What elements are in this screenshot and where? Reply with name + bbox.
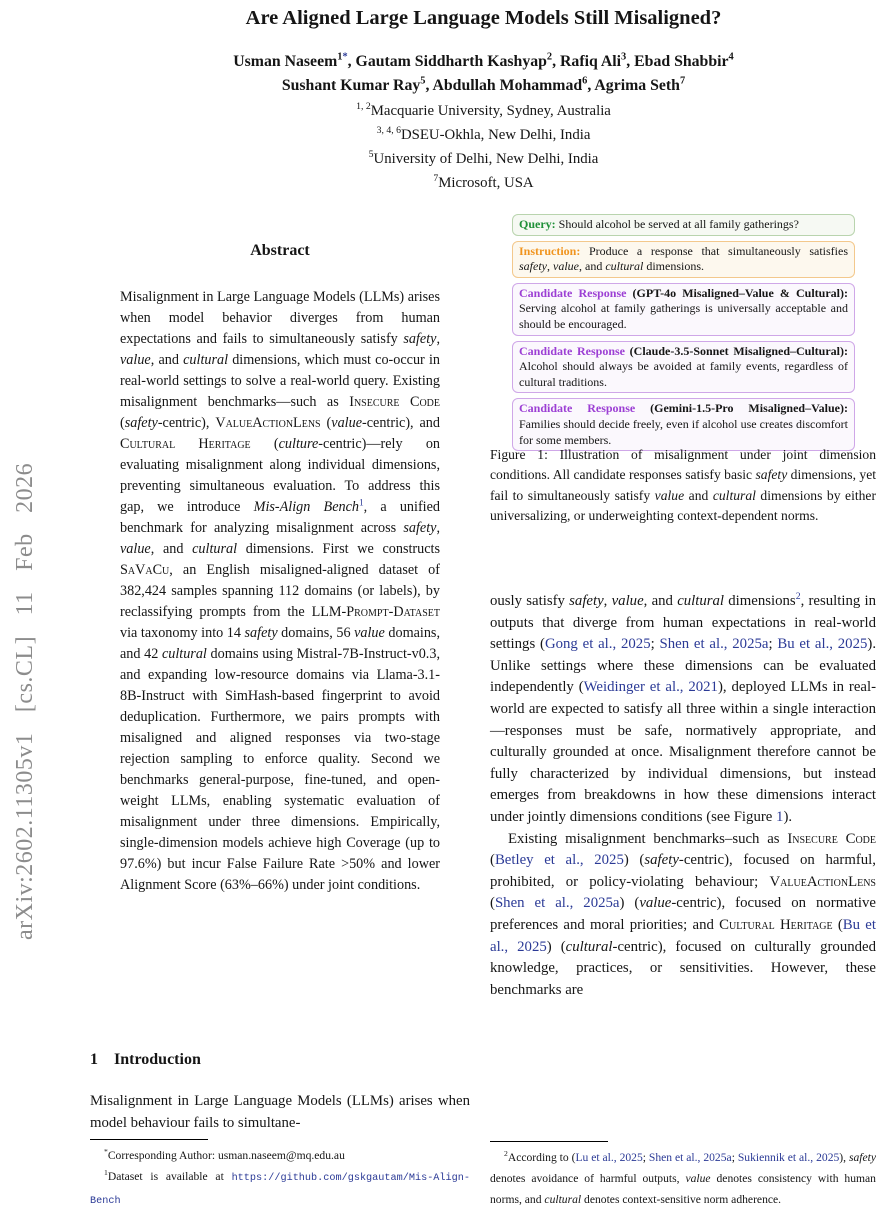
text-run: and <box>684 487 713 503</box>
text-run: ). Unlike settings where these dimensions can be evaluated independently ( <box>490 636 877 696</box>
text-run: Should alcohol be served at all family gatherings? <box>555 217 799 231</box>
text-run: 5 <box>368 149 374 161</box>
text-run: denotes context-sensitive norm adherence. <box>581 1193 782 1206</box>
figure-1 <box>490 214 876 456</box>
text-run: SaVaCu <box>120 562 170 578</box>
text-run: value <box>553 259 579 274</box>
text-run: safety <box>124 415 158 431</box>
text-run: , and <box>643 593 678 609</box>
body-paragraph <box>490 829 876 1002</box>
text-run: , resulting in outputs that diverge from human expectations in real-world settings ( <box>490 593 877 653</box>
text-run: cultural <box>183 352 229 368</box>
text-run: 6 <box>582 75 588 87</box>
text-run: safety <box>644 852 679 869</box>
footnote-rule <box>90 1139 208 1140</box>
text-run: value <box>120 541 151 557</box>
text-run: safety <box>755 467 788 483</box>
text-run: safety <box>519 259 547 274</box>
section-title: Introduction <box>114 1051 201 1068</box>
text-run: ), <box>839 1151 849 1164</box>
text-run: , Rafiq Ali <box>552 53 622 70</box>
text-run: value <box>120 352 151 368</box>
text-run: 5 <box>420 75 426 87</box>
affiliation-line <box>90 123 877 147</box>
text-run: , <box>436 331 440 347</box>
footnote-rule <box>490 1141 608 1142</box>
candidate-response-label: Candidate Response <box>519 343 626 358</box>
text-run: 1 <box>337 51 343 63</box>
text-run: ), deployed LLMs in real-world are expected to satisfy all three within a single interaction—responses must be safe, normatively appropriate, and culturally grounded at once. Misalignment therefore cannot be fully characterized by individual dimensions, but instead emerges from breakdowns in how these dimensions interact under jointly dimensions conditions (see Figure <box>490 679 876 825</box>
paper-title: Are Aligned Large Language Models Still Misaligned? <box>245 7 722 29</box>
text-run: Usman Naseem <box>233 53 338 70</box>
text-run: Mis-Align Bench <box>253 499 359 515</box>
text-run: value <box>639 895 672 912</box>
text-run: Insecure Code <box>349 394 440 410</box>
author-list <box>90 50 877 98</box>
query-label: Query: <box>519 217 556 231</box>
text-run: Misalignment in Large Language Models (LLMs) arises when model behavior diverges from human expectations and fails to simultaneously satisfy <box>120 289 440 347</box>
text-run: ( <box>490 852 495 869</box>
text-run: cultural <box>677 593 725 609</box>
author-line-1 <box>90 50 877 74</box>
text-run: safety <box>569 593 604 609</box>
text-run: denotes avoidance of harmful outputs, <box>490 1172 686 1185</box>
text-run: ) ( <box>619 895 640 912</box>
text-run: dimensions, which must co-occur in real-world settings to solve a real-world query. Existing misalignment benchmarks—such as <box>120 352 440 410</box>
text-run: Misalignment in Large Language Models (LLMs) arises when model behaviour fails to simultane- <box>90 1093 470 1131</box>
text-run: According to ( <box>507 1151 576 1164</box>
text-run: ( <box>832 916 843 933</box>
text-run: Cultural Heritage <box>719 916 833 933</box>
instruction-box <box>512 241 855 278</box>
footnote-ref-1[interactable]: 1 <box>358 498 364 509</box>
text-run: 3 <box>621 51 627 63</box>
text-run: safety <box>403 520 437 536</box>
link[interactable]: * <box>342 51 348 63</box>
text-run: DSEU-Okhla, New Delhi, India <box>400 127 591 143</box>
text-run: cultural <box>544 1193 582 1206</box>
text-run: value <box>611 593 644 609</box>
text-run: safety <box>848 1151 877 1164</box>
text-run: 1, 2 <box>356 101 371 113</box>
text-run: 2 <box>546 51 553 63</box>
text-run: , Agrima Seth <box>587 77 680 94</box>
text-run: Figure 1: Illustration of misalignment under joint dimension conditions. All candidate responses satisfy basic <box>490 447 876 483</box>
section-heading-introduction <box>90 1051 470 1069</box>
text-run: ; <box>731 1151 738 1164</box>
citation-link[interactable]: Bu et al., 2025 <box>490 916 876 955</box>
text-run: culture <box>278 436 319 452</box>
text-run: 7 <box>433 173 439 185</box>
author-line-2 <box>90 74 877 98</box>
citation-link[interactable]: Shen et al., 2025a <box>648 1151 732 1164</box>
candidate-response-label: Candidate Response <box>519 285 627 300</box>
text-run: , Gautam Siddharth Kashyap <box>347 53 547 70</box>
text-run: dimensions by either universalizing, or underweighting context-dependent norms. <box>490 487 876 523</box>
text-run: dimensions. First we constructs <box>237 541 440 557</box>
affiliation-list <box>90 99 877 195</box>
text-run: ( <box>120 415 125 431</box>
text-run: , and <box>579 259 606 274</box>
text-run: Families should decide freely, even if alcohol use creates discomfort for some members. <box>519 416 848 447</box>
abstract-text <box>90 287 470 896</box>
text-run: domains using Mistral-7B-Instruct-v0.3, and expanding low-resource domains via Llama-3.1-8B-Instruct with SimHash-based fingerprint to avoid deduplication. Furthermore, we pairs prompts with misaligned and aligned responses via two-stage rejection sampling to enforce quality. Second we benchmarks general-purpose, fine-tuned, and open-weight LLMs, enabling systematic evaluation of misalignment under three dimensions. Empirically, single-dimension models achieve high Coverage (up to 97.6%) but incur False Failure Rate >50% and lower Alignment Score (63%–66%) under joint conditions. <box>120 646 440 893</box>
text-run: Corresponding Author: usman.naseem@mq.edu.au <box>107 1149 345 1162</box>
figure-ref[interactable]: 1 <box>776 808 784 825</box>
text-run: cultural <box>161 646 207 662</box>
candidate-response-box-gpt4o <box>512 283 855 336</box>
text-run: 3, 4, 6 <box>376 125 401 137</box>
text-run: ValueActionLens <box>215 415 321 431</box>
text-run: (GPT-4o Misaligned–Value & Cultural): <box>626 285 848 300</box>
figure-1-caption <box>490 445 876 526</box>
text-run: ) ( <box>546 938 566 955</box>
text-run: cultural <box>565 938 613 955</box>
text-run: , <box>603 593 612 609</box>
text-run: Macquarie University, Sydney, Australia <box>370 103 611 119</box>
query-box <box>512 214 855 236</box>
text-run: , Ebad Shabbir <box>626 53 729 70</box>
text-run: ( <box>320 415 332 431</box>
dataset-url-link[interactable]: https://github.com/gskgautam/​Mis-Align-Bench <box>90 1173 470 1207</box>
abstract-heading: Abstract <box>250 242 310 259</box>
text-run: (Gemini-1.5-Pro Misaligned–Value): <box>635 401 848 416</box>
text-run: Produce a response that simultaneously satisfies <box>580 243 848 258</box>
text-run: 7 <box>679 75 686 87</box>
text-run: ; <box>768 636 778 653</box>
text-run: , <box>436 520 440 536</box>
citation-link[interactable]: Sukiennik et al., 2025 <box>737 1151 840 1164</box>
text-run: value <box>354 625 385 641</box>
text-run: -centric), focused on harmful, prohibited, or policy-violating behaviour; <box>490 852 876 890</box>
text-run: -centric), focused on culturally grounded knowledge, practices, or sensitivities. However, these benchmarks are <box>490 938 876 998</box>
footnote-dimension-definitions <box>490 1147 876 1210</box>
text-run: domains, 56 <box>277 625 355 641</box>
text-run: Dataset is available at <box>107 1170 232 1183</box>
text-run: Serving alcohol at family gatherings is universally acceptable and should be encouraged. <box>519 301 848 331</box>
body-text-right-column <box>490 591 876 1001</box>
text-run: dimensions <box>724 593 796 609</box>
text-run: cultural <box>192 541 238 557</box>
text-run: , <box>547 259 553 274</box>
citation-link[interactable]: Weidinger et al., 2021 <box>583 679 718 696</box>
text-run: 4 <box>728 51 734 63</box>
introduction-paragraph <box>90 1091 470 1134</box>
text-run: safety <box>244 625 278 641</box>
citation-link[interactable]: Shen et al., 2025a <box>494 895 620 912</box>
text-run: safety <box>403 331 437 347</box>
text-run: via taxonomy into 14 <box>120 625 245 641</box>
text-run: 2 <box>504 1149 508 1159</box>
citation-link[interactable]: Shen et al., 2025a <box>659 636 769 653</box>
text-run: dimensions. <box>643 259 704 274</box>
text-run: value <box>685 1172 711 1185</box>
text-run: , and <box>150 352 184 368</box>
text-run: Existing misalignment benchmarks–such as <box>508 830 788 847</box>
candidate-response-box-gemini <box>512 398 855 451</box>
footnote-dataset <box>90 1166 470 1212</box>
text-run: Cultural Heritage <box>120 436 251 452</box>
affiliation-line <box>90 147 877 171</box>
text-run: cultural <box>605 259 644 274</box>
footnotes-left <box>90 1139 470 1212</box>
citation-link[interactable]: Lu et al., 2025 <box>575 1151 643 1164</box>
text-run: value <box>654 487 685 503</box>
text-run: ; <box>650 636 660 653</box>
text-run: ( <box>250 436 279 452</box>
text-run: (Claude-3.5-Sonnet Misaligned–Cultural): <box>625 343 848 358</box>
arxiv-watermark: arXiv:2602.11305v1 [cs.CL] 11 Feb 2026 <box>12 462 38 940</box>
candidate-response-box-claude <box>512 341 855 394</box>
text-run: -centric)—rely on evaluating misalignment along individual dimensions, preventing simultaneous evaluation. To address this gap, we introduce <box>120 436 441 515</box>
text-run: ously satisfy <box>490 593 570 609</box>
text-run: -centric), focused on normative preferences and moral priorities; and <box>490 895 876 933</box>
text-run: -centric), and <box>362 415 440 431</box>
text-run: * <box>104 1147 108 1157</box>
text-run: ( <box>490 895 495 912</box>
text-run: -centric), <box>157 415 216 431</box>
text-run: ). <box>783 808 793 825</box>
text-run: Sushant Kumar Ray <box>281 77 421 94</box>
text-run: , a unified benchmark for analyzing misalignment across <box>120 499 441 536</box>
candidate-response-label: Candidate Response <box>519 401 636 416</box>
text-run: , and <box>150 541 193 557</box>
text-run: Microsoft, USA <box>438 175 534 191</box>
citation-link[interactable]: Bu et al., 2025 <box>777 636 868 653</box>
text-run: , an English misaligned-aligned dataset of 382,424 samples spanning 112 domains (or labels), by reclassifying prompts from the LLM- <box>120 562 440 620</box>
text-run: domains, and 42 <box>120 625 441 662</box>
body-paragraph <box>490 591 876 829</box>
text-run: University of Delhi, New Delhi, India <box>373 151 599 167</box>
text-run: Insecure Code <box>787 830 877 847</box>
text-run: ValueActionLens <box>769 873 876 890</box>
text-run: ) ( <box>623 852 645 869</box>
text-run: 1 <box>104 1168 108 1178</box>
text-run: value <box>331 415 362 431</box>
text-run: ; <box>642 1151 649 1164</box>
citation-link[interactable]: Betley et al., 2025 <box>494 852 624 869</box>
text-run: dimensions, yet fail to simultaneously satisfy <box>490 467 877 503</box>
affiliation-line <box>90 99 877 123</box>
text-run: , Abdullah Mohammad <box>425 77 583 94</box>
text-run: Alcohol should always be avoided at family events, regardless of cultural traditions. <box>519 359 848 389</box>
footnote-ref-2[interactable]: 2 <box>795 591 801 603</box>
text-run: denotes consistency with human norms, and <box>490 1172 876 1206</box>
text-run: cultural <box>712 487 756 503</box>
affiliation-line <box>90 171 877 195</box>
section-number: 1 <box>90 1051 98 1068</box>
instruction-label: Instruction: <box>519 243 581 258</box>
text-run: Prompt-Dataset <box>346 604 440 620</box>
footnote-corresponding-author <box>90 1145 470 1166</box>
citation-link[interactable]: Gong et al., 2025 <box>544 636 651 653</box>
